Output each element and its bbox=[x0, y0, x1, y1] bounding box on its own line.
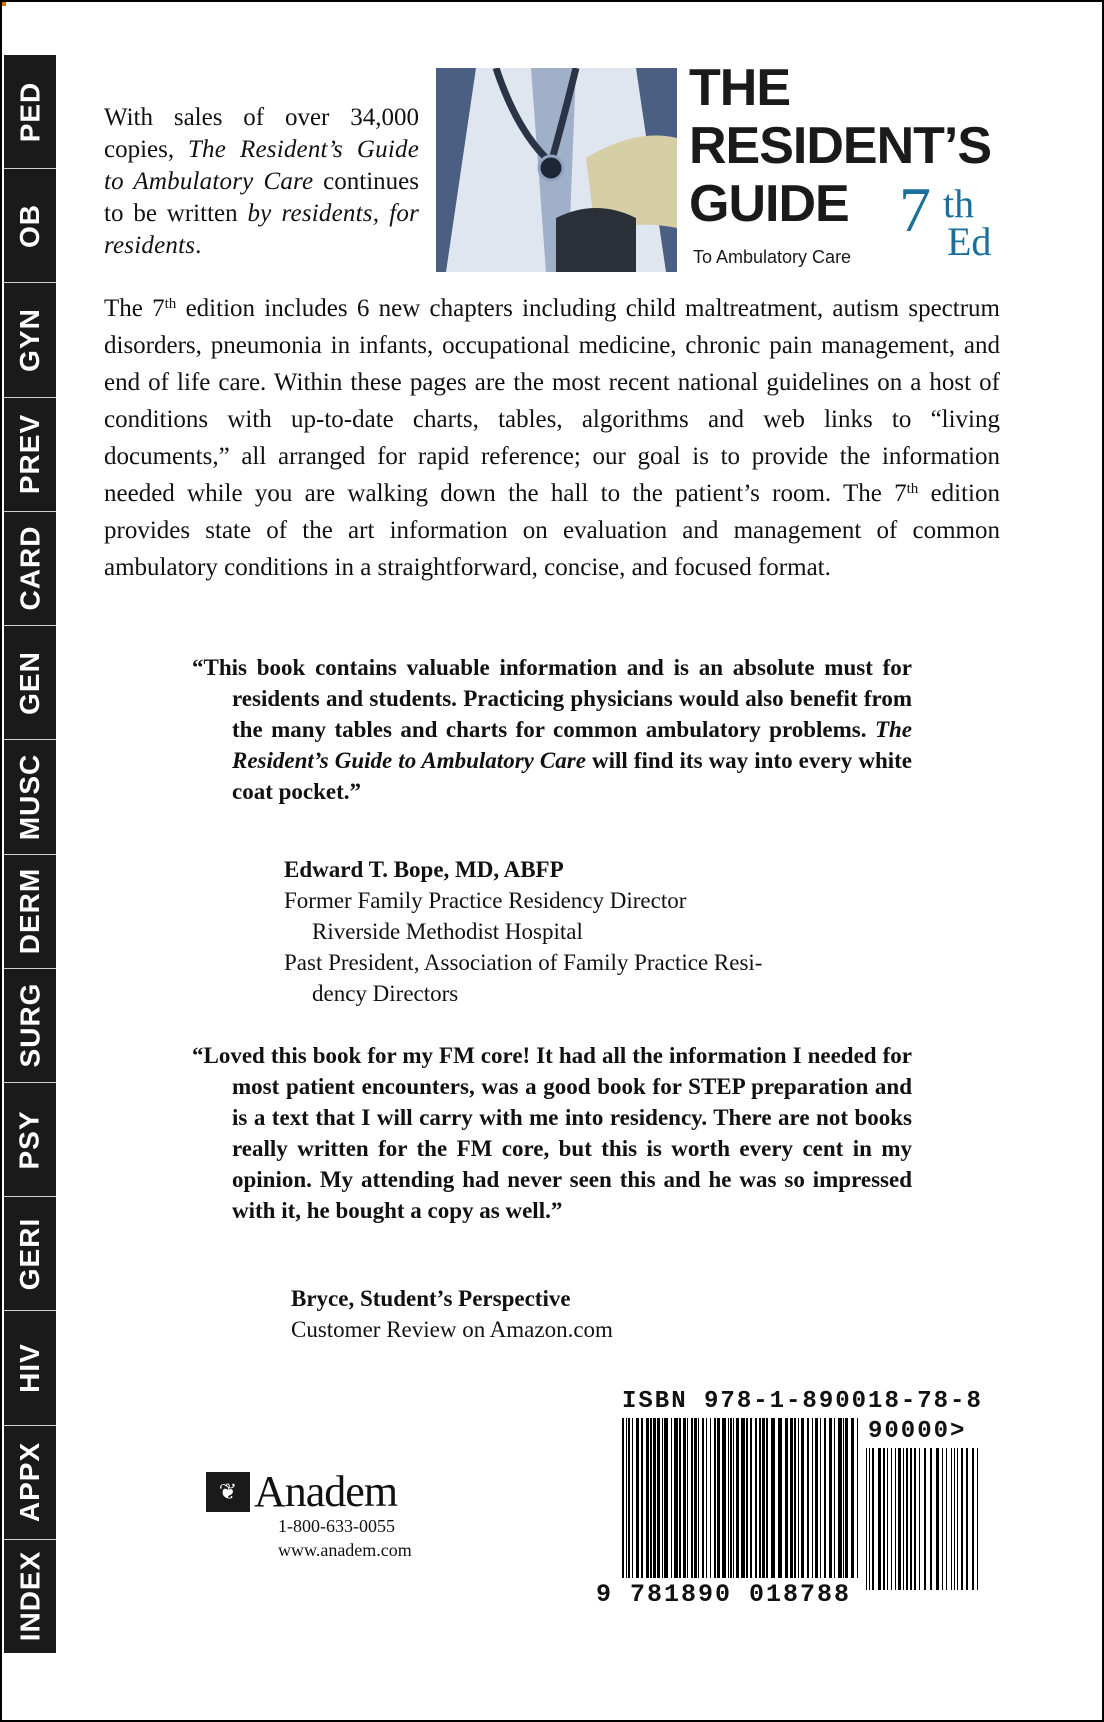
section-tab-label: OB bbox=[14, 203, 45, 248]
section-tab-label: CARD bbox=[14, 526, 46, 611]
barcode-bar bbox=[750, 1418, 752, 1578]
addon-bar bbox=[914, 1448, 916, 1590]
addon-bar bbox=[961, 1448, 963, 1590]
isbn-label: ISBN 978-1-890018-78-8 bbox=[622, 1388, 983, 1415]
barcode-bar bbox=[857, 1418, 858, 1578]
section-tab-gen bbox=[4, 626, 56, 740]
barcode-bar bbox=[733, 1418, 734, 1578]
reviewer-name: Bryce, Student’s Perspective bbox=[291, 1286, 571, 1311]
addon-bar bbox=[919, 1448, 920, 1590]
barcode-bar bbox=[674, 1418, 678, 1578]
reviewer-role-cont: Riverside Methodist Hospital bbox=[312, 919, 583, 944]
section-tab-label: PREV bbox=[14, 414, 45, 495]
barcode-bar bbox=[755, 1418, 757, 1578]
barcode-bar bbox=[626, 1418, 627, 1578]
barcode-bar bbox=[771, 1418, 775, 1578]
addon-bar bbox=[866, 1448, 867, 1590]
book-subtitle: To Ambulatory Care bbox=[693, 247, 852, 267]
edition-label: Ed bbox=[947, 219, 992, 264]
barcode-bar bbox=[838, 1418, 842, 1578]
addon-bar bbox=[887, 1448, 888, 1590]
reviewer-role: Past President, Association of Family Practice Resi- bbox=[284, 950, 763, 975]
doctor-illustration bbox=[436, 68, 677, 272]
section-tab-psy bbox=[4, 1083, 56, 1197]
barcode-bar bbox=[812, 1418, 813, 1578]
section-tab-label: SURG bbox=[14, 982, 45, 1068]
addon-bar bbox=[878, 1448, 881, 1590]
addon-bar bbox=[903, 1448, 904, 1590]
barcode-bar bbox=[807, 1418, 809, 1578]
section-tab-label: INDEX bbox=[14, 1551, 46, 1642]
testimonial-2: “Loved this book for my FM core! It had all the information I needed for most patient encounters, was a good book for STEP preparation and is a text that I will carry with me into residency. There are not books really written for the FM core, but this is worth every cent in my opinion. My attending had never seen this and he was so impressed with it, he bought a copy as well.” bbox=[192, 1043, 912, 1223]
barcode-bar bbox=[762, 1418, 765, 1578]
barcode-bar bbox=[683, 1418, 686, 1578]
barcode-bar bbox=[698, 1418, 699, 1578]
publisher-website: www.anadem.com bbox=[278, 1540, 412, 1560]
testimonial-2-attribution bbox=[291, 1283, 791, 1345]
barcode-bar bbox=[736, 1418, 739, 1578]
reviewer-role: Former Family Practice Residency Director bbox=[284, 888, 687, 913]
section-tab-gyn bbox=[4, 283, 56, 397]
barcode-bar bbox=[702, 1418, 704, 1578]
barcode-bar bbox=[662, 1418, 663, 1578]
barcode-bar bbox=[679, 1418, 681, 1578]
addon-bar bbox=[924, 1448, 926, 1590]
title-line-1: THE bbox=[689, 59, 790, 117]
barcode-bar bbox=[790, 1418, 793, 1578]
section-tab-label: DERM bbox=[14, 867, 46, 955]
section-tab-derm bbox=[4, 855, 56, 969]
barcode-bar bbox=[746, 1418, 748, 1578]
section-tab-surg bbox=[4, 969, 56, 1083]
section-tab-ob bbox=[4, 169, 56, 283]
addon-bar bbox=[946, 1448, 947, 1590]
testimonial-1-attribution bbox=[284, 854, 784, 1009]
addon-bar bbox=[972, 1448, 974, 1590]
cover-photo bbox=[436, 68, 677, 272]
barcode-bar bbox=[650, 1418, 652, 1578]
barcode-bar bbox=[706, 1418, 707, 1578]
section-tab-label: GYN bbox=[14, 308, 45, 372]
barcode-bar bbox=[671, 1418, 672, 1578]
reviewer-name: Edward T. Bope, MD, ABFP bbox=[284, 857, 564, 882]
barcode-bar bbox=[722, 1418, 726, 1578]
section-tab-label: GERI bbox=[14, 1217, 45, 1291]
testimonial-1: “This book contains valuable information and is an absolute must for residents and students. Practicing physicians would also benefit from the many tables and charts for common ambulatory problems. The Resident’s Guide to Ambulatory Care will find its way into every white coat pocket.” bbox=[192, 655, 912, 804]
section-tab-card bbox=[4, 512, 56, 626]
intro-paragraph: With sales of over 34,000 copies, The Resident’s Guide to Ambulatory Care continues to be written by residents, for residents. bbox=[104, 104, 419, 259]
section-tab-label: PED bbox=[14, 81, 46, 142]
barcode-bar bbox=[741, 1418, 745, 1578]
barcode-bar bbox=[641, 1418, 643, 1578]
edition-number: 7 bbox=[899, 174, 931, 245]
barcode-bar bbox=[801, 1418, 804, 1578]
price-addon-code: 90000> bbox=[868, 1418, 967, 1445]
section-tab-prev bbox=[4, 398, 56, 512]
barcode-bar bbox=[710, 1418, 711, 1578]
reviewer-role-cont: dency Directors bbox=[312, 981, 459, 1006]
barcode-bar bbox=[717, 1418, 720, 1578]
barcode-bar bbox=[646, 1418, 649, 1578]
addon-bar bbox=[869, 1448, 870, 1590]
barcode-bar bbox=[628, 1418, 630, 1578]
addon-bar bbox=[895, 1448, 896, 1590]
barcode-bar bbox=[622, 1418, 624, 1578]
section-tab-appx bbox=[4, 1426, 56, 1540]
addon-bar bbox=[898, 1448, 901, 1590]
addon-bar bbox=[966, 1448, 968, 1590]
edition-suffix: th bbox=[943, 181, 975, 226]
barcode-bar bbox=[845, 1418, 848, 1578]
book-title bbox=[689, 60, 1009, 272]
quote-book-title: The Resident’s Guide to Ambulatory Care bbox=[232, 717, 912, 773]
barcode-bar bbox=[632, 1418, 633, 1578]
title-line-2: RESIDENT’S bbox=[689, 117, 992, 175]
addon-bar bbox=[883, 1448, 885, 1590]
addon-bar bbox=[891, 1448, 892, 1590]
addon-bar bbox=[872, 1448, 874, 1590]
review-source: Customer Review on Amazon.com bbox=[291, 1317, 613, 1342]
publisher-logo-icon: ❦ bbox=[206, 1472, 250, 1512]
barcode-bar bbox=[766, 1418, 768, 1578]
addon-bar bbox=[906, 1448, 908, 1590]
barcode-bar bbox=[824, 1418, 826, 1578]
barcode-bar bbox=[778, 1418, 782, 1578]
barcode-bar bbox=[815, 1418, 818, 1578]
addon-bar bbox=[977, 1448, 978, 1590]
barcode-bar bbox=[694, 1418, 697, 1578]
barcode-digits: 9 781890 018788 bbox=[596, 1580, 852, 1609]
barcode-bar bbox=[730, 1418, 732, 1578]
corner-mark bbox=[2, 2, 6, 6]
barcode-bar bbox=[653, 1418, 656, 1578]
barcode-bar bbox=[687, 1418, 688, 1578]
barcode-bar bbox=[851, 1418, 854, 1578]
section-tab-label: HIV bbox=[14, 1343, 45, 1393]
addon-bar bbox=[954, 1448, 955, 1590]
barcode-bar bbox=[759, 1418, 761, 1578]
barcode-bar bbox=[636, 1418, 639, 1578]
barcode-bar bbox=[785, 1418, 788, 1578]
section-tab-ped bbox=[4, 55, 56, 169]
publisher-name: Anadem bbox=[254, 1467, 398, 1516]
intro-book-title: The Resident’s Guide to Ambulatory Care bbox=[104, 136, 419, 195]
addon-bar bbox=[936, 1448, 939, 1590]
barcode-bar bbox=[829, 1418, 832, 1578]
barcode-bar bbox=[798, 1418, 799, 1578]
barcode-bar bbox=[714, 1418, 716, 1578]
section-tab-hiv bbox=[4, 1311, 56, 1425]
section-tab-label: MUSC bbox=[14, 753, 46, 841]
title-line-3: GUIDE bbox=[689, 175, 849, 233]
section-tab-geri bbox=[4, 1197, 56, 1311]
section-tab-label: PSY bbox=[14, 1110, 45, 1170]
barcode-bar bbox=[794, 1418, 796, 1578]
publisher-block bbox=[206, 1467, 466, 1562]
publisher-phone: 1-800-633-0055 bbox=[278, 1516, 395, 1536]
barcode-image bbox=[608, 1418, 1018, 1598]
barcode-bar bbox=[834, 1418, 835, 1578]
section-tab-label: GEN bbox=[14, 650, 45, 715]
barcode-bar bbox=[664, 1418, 668, 1578]
barcode-bar bbox=[657, 1418, 660, 1578]
addon-bar bbox=[951, 1448, 952, 1590]
intro-emphasis: by residents, for residents bbox=[104, 200, 419, 259]
description-paragraph: The 7th edition includes 6 new chapters including child maltreatment, autism spectrum disorders, pneumonia in infants, occupational medicine, chronic pain management, and end of life care. Within these pages are the most recent national guidelines on a host of conditions with up-to-date charts, tables, algorithms and web links to “living documents,” all arranged for rapid reference; our goal is to provide the information needed while you are walking down the hall to the patient’s room. The 7th edition provides state of the art information on evaluation and management of common ambulatory conditions in a straightforward, concise, and focused format. bbox=[104, 295, 1001, 581]
addon-bar bbox=[942, 1448, 943, 1590]
barcode-bar bbox=[843, 1418, 844, 1578]
section-tab-index bbox=[4, 1540, 56, 1653]
barcode-bar bbox=[728, 1418, 729, 1578]
addon-bar bbox=[930, 1448, 932, 1590]
section-tab-musc bbox=[4, 740, 56, 854]
section-tabs bbox=[4, 55, 56, 1653]
addon-bar bbox=[957, 1448, 958, 1590]
section-tab-label: APPX bbox=[14, 1442, 45, 1523]
barcode-bar bbox=[691, 1418, 693, 1578]
barcode-bar bbox=[820, 1418, 821, 1578]
addon-bar bbox=[910, 1448, 912, 1590]
